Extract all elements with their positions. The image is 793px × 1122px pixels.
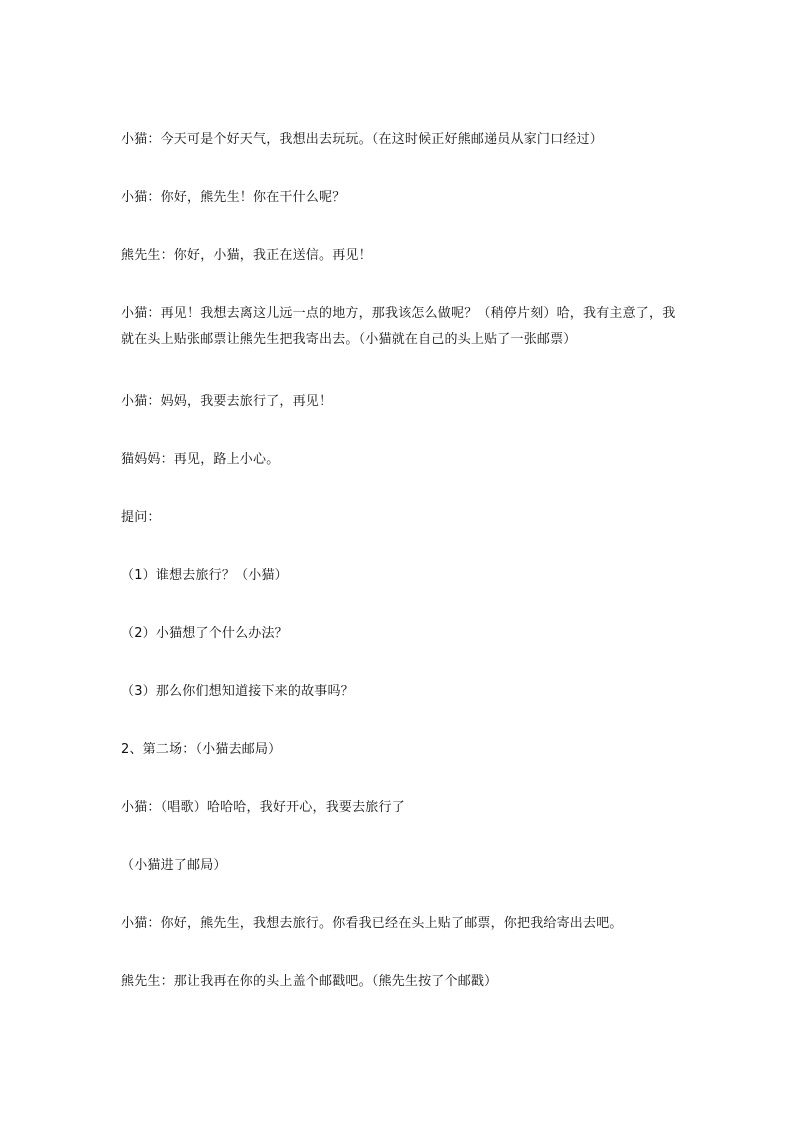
paragraph-12: 小猫：（唱歌）哈哈哈，我好开心，我要去旅行了 <box>121 800 405 815</box>
scene-heading: 2、第二场：（小猫去邮局） <box>121 742 282 757</box>
paragraph-15: 熊先生：那让我再在你的头上盖个邮戳吧。（熊先生按了个邮戳） <box>121 974 498 989</box>
paragraph-13: （小猫进了邮局） <box>121 858 227 873</box>
question-2: （2）小猫想了个什么办法？ <box>121 626 288 641</box>
paragraph-4: 小猫：再见！我想去离这儿远一点的地方，那我该怎么做呢？（稍停片刻）哈，我有主意了，我就在头上贴张邮票让熊先生把我寄出去。（小猫就在自己的头上贴了一张邮票） <box>121 306 676 347</box>
paragraph-3: 熊先生：你好，小猫，我正在送信。再见！ <box>121 248 372 263</box>
paragraph-14: 小猫：你好，熊先生，我想去旅行。你看我已经在头上贴了邮票，你把我给寄出去吧。 <box>121 916 623 931</box>
question-1: （1）谁想去旅行？（小猫） <box>121 568 288 583</box>
question-3: （3）那么你们想知道接下来的故事吗？ <box>121 684 354 699</box>
paragraph-2: 小猫：你好，熊先生！你在干什么呢？ <box>121 190 346 205</box>
paragraph-5: 小猫：妈妈，我要去旅行了，再见！ <box>121 394 333 409</box>
paragraph-1: 小猫：今天可是个好天气，我想出去玩玩。（在这时候正好熊邮递员从家门口经过） <box>121 132 603 147</box>
paragraph-6: 猫妈妈：再见，路上小心。 <box>121 452 280 467</box>
paragraph-7: 提问： <box>121 510 161 525</box>
